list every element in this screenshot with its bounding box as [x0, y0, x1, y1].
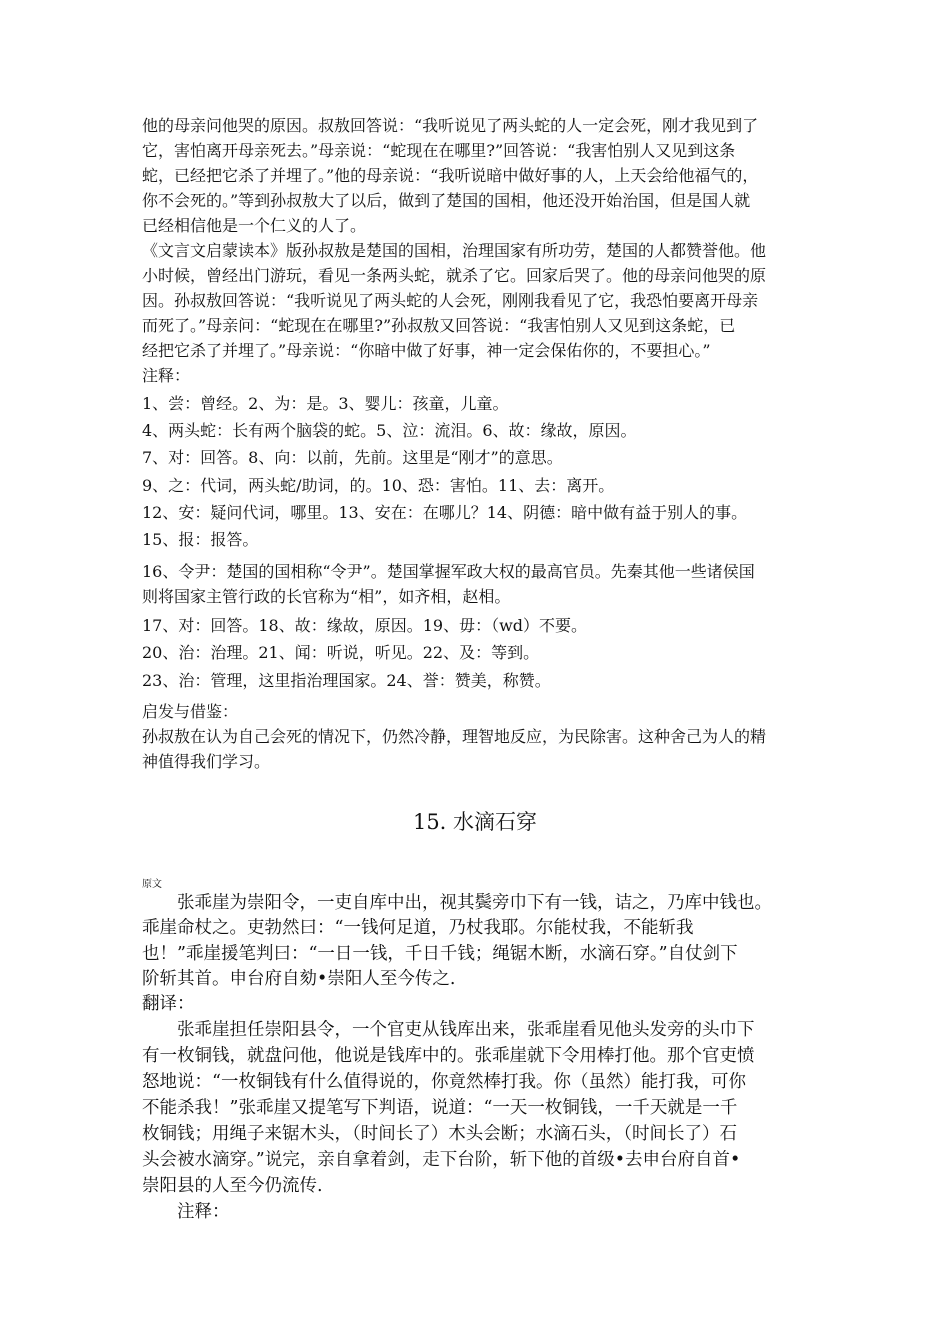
paragraph-line: 《文言文启蒙读本》版孙叔敖是楚国的国相，治理国家有所功劳，楚国的人都赞誉他。他 — [142, 241, 767, 260]
note-line: 17、对：回答。18、故：缘故，原因。19、毋：（wd）不要。 — [142, 616, 588, 635]
insight-heading: 启发与借鉴： — [142, 702, 239, 721]
paragraph-line: 而死了。”母亲问：“蛇现在在哪里?”孙叔敖又回答说：“我害怕别人又见到这条蛇，已 — [142, 316, 736, 335]
original-label: 原文 — [142, 879, 162, 890]
translation-line: 崇阳县的人至今仍流传. — [142, 1176, 323, 1196]
translation-line: 枚铜钱；用绳子来锯木头，（时间长了）木头会断；水滴石头，（时间长了）石 — [142, 1124, 737, 1144]
note-line: 20、治：治理。21、闻：听说，听见。22、及：等到。 — [142, 643, 540, 662]
original-line: 阶斩其首。申台府自劾•崇阳人至今传之. — [142, 969, 456, 989]
translation-line: 头会被水滴穿。”说完，亲自拿着剑，走下台阶，斩下他的首级•去申台府自首• — [142, 1150, 741, 1170]
translation-heading: 翻译： — [142, 994, 195, 1014]
original-line: 也！”乖崖援笔判曰：“一日一钱，千日千钱；绳锯木断，水滴石穿。”自仗剑下 — [142, 944, 738, 964]
paragraph-line: 因。孙叔敖回答说：“我听说见了两头蛇的人会死，刚刚我看见了它，我恐怕要离开母亲 — [142, 291, 759, 310]
notes-heading: 注释： — [142, 366, 191, 385]
note-line: 1、尝：曾经。2、为：是。3、婴儿：孩童，儿童。 — [142, 394, 509, 413]
original-line: 张乖崖为崇阳令，一吏自库中出，视其鬓旁巾下有一钱，诘之，乃库中钱也。 — [142, 893, 772, 913]
paragraph-line: 它，害怕离开母亲死去。”母亲说：“蛇现在在哪里?”回答说：“我害怕别人又见到这条 — [142, 141, 736, 160]
notes-heading: 注释： — [142, 1202, 230, 1222]
insight-line: 孙叔敖在认为自己会死的情况下，仍然冷静，理智地反应，为民除害。这种舍己为人的精 — [142, 727, 767, 746]
original-line: 乖崖命杖之。吏勃然曰：“一钱何足道，乃杖我耶。尔能杖我，不能斩我 — [142, 918, 694, 938]
paragraph-line: 蛇，已经把它杀了并埋了。”他的母亲说：“我听说暗中做好事的人，上天会给他福气的， — [142, 166, 759, 185]
paragraph-line: 经把它杀了并埋了。”母亲说：“你暗中做了好事，神一定会保佑你的，不要担心。” — [142, 341, 711, 360]
paragraph-line: 他的母亲问他哭的原因。叔敖回答说：“我听说见了两头蛇的人一定会死，刚才我见到了 — [142, 116, 759, 135]
section-title: 15. 水滴石穿 — [412, 810, 538, 834]
note-line: 23、治：管理，这里指治理国家。24、誉：赞美，称赞。 — [142, 671, 551, 690]
note-line: 则将国家主管行政的长官称为“相”，如齐相，赵相。 — [142, 587, 511, 606]
translation-line: 不能杀我！”张乖崖又提笔写下判语，说道：“一天一枚铜钱，一千天就是一千 — [142, 1098, 738, 1118]
paragraph-line: 你不会死的。”等到孙叔敖大了以后，做到了楚国的国相，他还没开始治国，但是国人就 — [142, 191, 751, 210]
note-line: 7、对：回答。8、向：以前，先前。这里是“刚才”的意思。 — [142, 448, 563, 467]
note-line: 15、报：报答。 — [142, 530, 259, 549]
note-line: 9、之：代词，两头蛇/助词，的。10、恐：害怕。11、去：离开。 — [142, 476, 615, 495]
note-line: 4、两头蛇：长有两个脑袋的蛇。5、泣：流泪。6、故：缘故，原因。 — [142, 421, 637, 440]
translation-line: 张乖崖担任崇阳县令，一个官吏从钱库出来，张乖崖看见他头发旁的头巾下 — [142, 1020, 755, 1040]
note-line: 12、安：疑问代词，哪里。13、安在：在哪儿？14、阴德：暗中做有益于别人的事。 — [142, 503, 748, 522]
paragraph-line: 已经相信他是一个仁义的人了。 — [142, 216, 367, 235]
translation-line: 怒地说：“一枚铜钱有什么值得说的，你竟然棒打我。你（虽然）能打我，可你 — [142, 1072, 746, 1092]
paragraph-line: 小时候，曾经出门游玩，看见一条两头蛇，就杀了它。回家后哭了。他的母亲问他哭的原 — [142, 266, 767, 285]
translation-line: 有一枚铜钱，就盘问他，他说是钱库中的。张乖崖就下令用棒打他。那个官吏愤 — [142, 1046, 755, 1066]
note-line: 16、令尹：楚国的国相称“令尹”。楚国掌握军政大权的最高官员。先秦其他一些诸侯国 — [142, 562, 755, 581]
insight-line: 神值得我们学习。 — [142, 752, 271, 771]
